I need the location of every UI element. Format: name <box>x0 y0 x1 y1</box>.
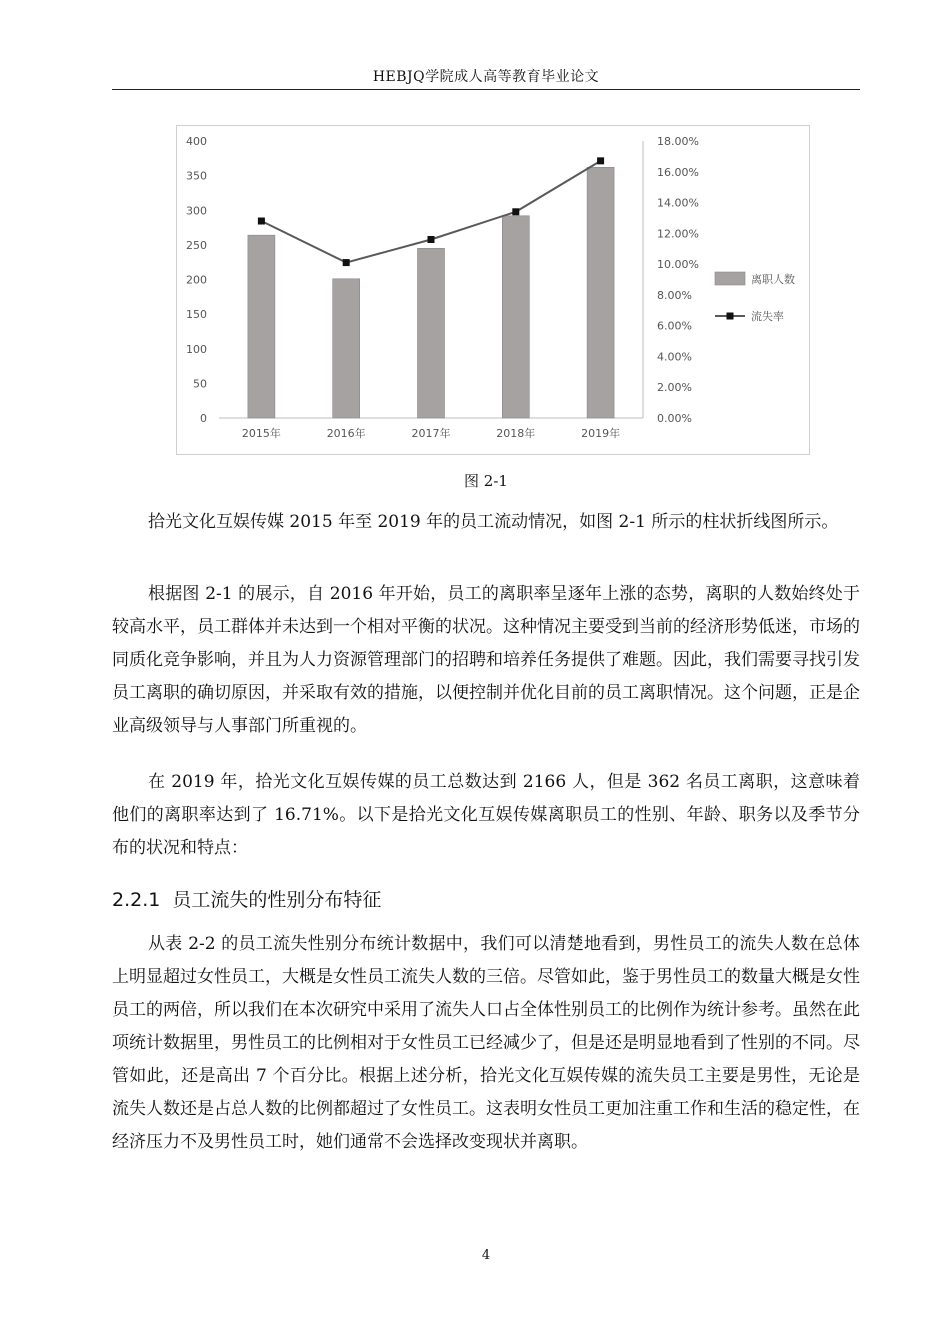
left-axis-tick-label: 300 <box>186 204 207 218</box>
left-axis-tick-label: 400 <box>186 135 207 148</box>
chart-frame <box>176 125 810 455</box>
right-axis-tick-label: 0.00% <box>657 412 692 425</box>
paragraph-3: 在 2019 年，拾光文化互娱传媒的员工总数达到 2166 人，但是 362 名员工离职，这意味着他们的离职率达到了 16.71%。以下是拾光文化互娱传媒离职员工的性别、年龄、职务以及季节分布的状况和特点： <box>112 772 860 858</box>
bar <box>333 279 360 418</box>
right-axis-tick-label: 4.00% <box>657 350 692 364</box>
line-marker <box>428 236 435 243</box>
header-divider <box>112 89 860 90</box>
turnover-chart <box>177 126 809 454</box>
left-axis-tick-label: 100 <box>186 342 207 356</box>
left-axis-tick-label: 0 <box>200 412 207 425</box>
right-axis-tick-label: 2.00% <box>657 381 692 395</box>
line-marker <box>512 208 519 215</box>
legend-bar-swatch <box>715 272 745 285</box>
legend-bar-label: 离职人数 <box>751 273 795 286</box>
paragraph-2: 根据图 2-1 的展示，自 2016 年开始，员工的离职率呈逐年上涨的态势，离职的人数始终处于较高水平，员工群体并未达到一个相对平衡的状况。这种情况主要受到当前的经济形势低迷，市场的同质化竞争影响，并且为人力资源管理部门的招聘和培养任务提供了难题。因此，我们需要寻找引发员工离职的确切原因，并采取有效的措施，以便控制并优化目前的员工离职情况。这个问题，正是企业高级领导与人事部门所重视的。 <box>112 584 860 736</box>
page-header: HEBJQ学院成人高等教育毕业论文 <box>372 69 600 85</box>
paragraph-4: 从表 2-2 的员工流失性别分布统计数据中，我们可以清楚地看到，男性员工的流失人数在总体上明显超过女性员工，大概是女性员工流失人数的三倍。尽管如此，鉴于男性员工的数量大概是女性员工的两倍，所以我们在本次研究中采用了流失人口占全体性别员工的比例作为统计参考。虽然在此项统计数据里，男性员工的比例相对于女性员工已经减少了，但是还是明显地看到了性别的不同。尽管如此，还是高出 7 个百分比。根据上述分析，拾光文化互娱传媒的流失员工主要是男性，无论是流失人数还是占总人数的比例都超过了女性员工。这表明女性员工更加注重工作和生活的稳定性，在经济压力不及男性员工时，她们通常不会选择改变现状并离职。 <box>112 934 860 1152</box>
left-axis-tick-label: 150 <box>186 308 207 322</box>
line-marker <box>343 259 350 266</box>
x-axis-tick-label: 2015年 <box>241 427 281 440</box>
left-axis-tick-label: 50 <box>193 377 207 391</box>
figure-caption: 图 2-1 <box>464 472 508 490</box>
right-axis-tick-label: 8.00% <box>657 288 692 302</box>
legend-line-marker <box>727 313 734 320</box>
line-marker <box>258 218 265 225</box>
page-number: 4 <box>481 1248 491 1263</box>
x-axis-tick-label: 2016年 <box>326 427 366 440</box>
right-axis-tick-label: 16.00% <box>657 165 699 179</box>
series-line <box>261 161 600 263</box>
left-axis-tick-label: 200 <box>186 273 207 287</box>
right-axis-tick-label: 12.00% <box>657 227 699 241</box>
legend-line-label: 流失率 <box>751 310 784 323</box>
right-axis-tick-label: 10.00% <box>657 258 699 272</box>
chart-legend <box>715 272 795 323</box>
section-title: 员工流失的性别分布特征 <box>172 889 382 911</box>
right-axis-tick-label: 18.00% <box>657 135 699 148</box>
bar-series <box>248 167 614 418</box>
x-axis-tick-label: 2018年 <box>496 427 536 440</box>
x-axis-tick-label: 2019年 <box>581 427 621 440</box>
bar <box>502 216 529 418</box>
x-axis-tick-label: 2017年 <box>411 427 451 440</box>
section-heading <box>112 885 381 912</box>
right-axis-tick-label: 14.00% <box>657 196 699 210</box>
paragraph-1: 拾光文化互娱传媒 2015 年至 2019 年的员工流动情况，如图 2-1 所示的柱状折线图所示。 <box>148 512 839 532</box>
right-axis-tick-label: 6.00% <box>657 319 692 333</box>
bar <box>248 235 275 418</box>
left-axis-tick-label: 250 <box>186 238 207 252</box>
line-marker <box>597 157 604 164</box>
bar <box>418 248 445 418</box>
left-axis-tick-label: 350 <box>186 169 207 183</box>
section-number: 2.2.1 <box>112 889 161 911</box>
bar <box>587 167 614 418</box>
